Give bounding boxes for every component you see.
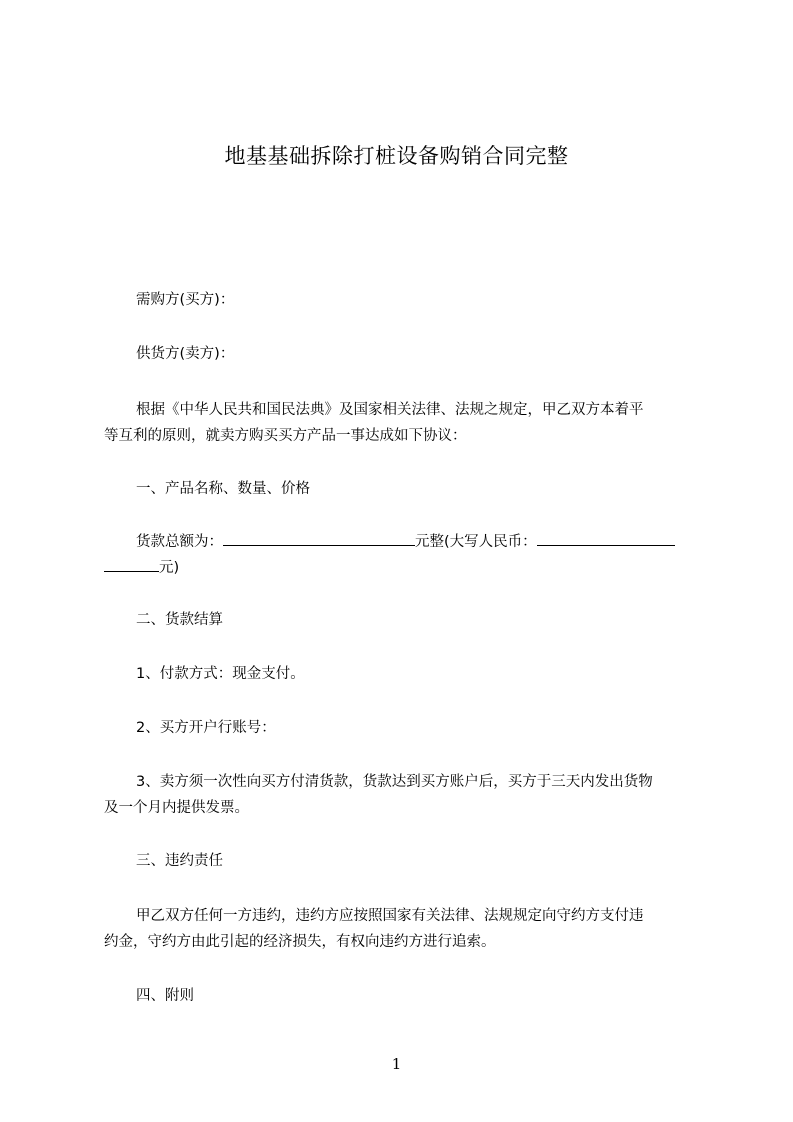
- total-words-blank: [537, 528, 675, 546]
- total-amount-blank: [223, 528, 415, 546]
- intro-line-1: 根据《中华人民共和国民法典》及国家相关法律、法规之规定，甲乙双方本着平: [136, 402, 644, 418]
- clause-3-line-1: 3、卖方须一次性向买方付清货款，货款达到买方账户后，买方于三天内发出货物: [136, 774, 653, 790]
- clause-3-line-2: 及一个月内提供发票。: [104, 800, 249, 816]
- breach-line-1: 甲乙双方任何一方违约，违约方应按照国家有关法律、法规规定向守约方支付违: [136, 908, 644, 924]
- total-amount-line-2: [104, 552, 714, 584]
- total-label: 货款总额为：: [136, 534, 223, 550]
- buyer-account: 2、买方开户行账号：: [136, 720, 276, 736]
- intro-line-2: 等互利的原则，就卖方购买买方产品一事达成如下协议：: [104, 428, 467, 444]
- section-4-heading: 四、附则: [136, 988, 194, 1004]
- document-title: 地基基础拆除打桩设备购销合同完整: [224, 144, 569, 168]
- section-1-heading: 一、产品名称、数量、价格: [136, 481, 310, 497]
- total-suffix: 元整(大写人民币：: [415, 534, 537, 550]
- total-words-blank-continued: [104, 554, 159, 572]
- section-3-heading: 三、违约责任: [136, 853, 223, 869]
- breach-line-2: 约金，守约方由此引起的经济损失，有权向违约方进行追索。: [104, 934, 496, 950]
- section-2-heading: 二、货款结算: [136, 612, 223, 628]
- total-end: 元): [159, 560, 180, 576]
- seller-label: 供货方(卖方)：: [136, 346, 235, 362]
- buyer-label: 需购方(买方)：: [136, 292, 235, 308]
- payment-method: 1、付款方式：现金支付。: [136, 666, 305, 682]
- page-number: 1: [391, 1055, 402, 1073]
